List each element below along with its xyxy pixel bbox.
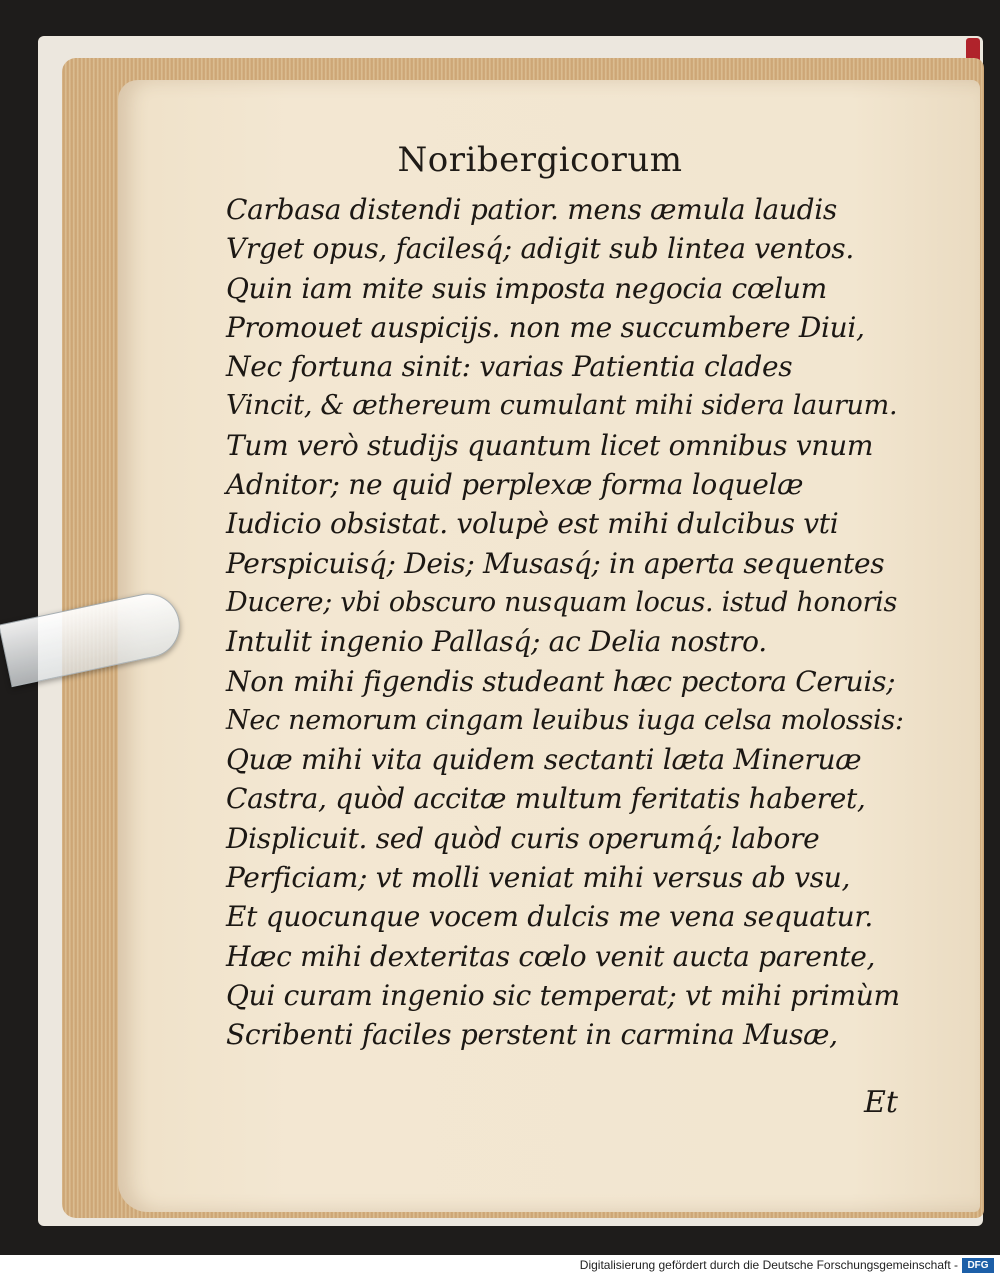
verse-line: Castra, quòd accitæ multum feritatis haberet, <box>226 782 866 816</box>
verse-line: Iudicio obsistat. volupè est mihi dulcibus vti <box>226 507 839 541</box>
catchword: Et <box>864 1085 898 1120</box>
verse-line: Et quocunque vocem dulcis me vena sequatur. <box>226 900 874 934</box>
verse-line: Quin iam mite suis imposta negocia cœlum <box>226 271 827 305</box>
credit-text: Digitalisierung gefördert durch die Deutsche Forschungsgemeinschaft - <box>579 1258 958 1272</box>
running-head: Noribergicorum <box>397 140 683 180</box>
verse-line: Intulit ingenio Pallasq́; ac Delia nostro. <box>226 625 767 659</box>
verse-line: Perficiam; vt molli veniat mihi versus ab vsu, <box>226 861 851 895</box>
verse-line: Displicuit. sed quòd curis operumq́; labore <box>226 821 820 855</box>
verse-line: Qui curam ingenio sic temperat; vt mihi primùm <box>226 978 900 1012</box>
verse-line: Quæ mihi vita quidem sectanti læta Mineruæ <box>226 743 862 777</box>
verse-line: Perspicuisq́; Deis; Musasq́; in aperta sequentes <box>226 546 885 580</box>
dfg-logo: DFG <box>962 1258 994 1273</box>
left-page-edge-mark <box>32 455 52 485</box>
verse-line: Vincit, & æthereum cumulant mihi sidera laurum. <box>226 390 898 422</box>
verse-line: Tum verò studijs quantum licet omnibus vnum <box>226 428 874 462</box>
verse-line: Non mihi figendis studeant hæc pectora Ceruis; <box>226 664 896 698</box>
left-page-edge-fragment <box>36 96 56 156</box>
verse-line: Ducere; vbi obscuro nusquam locus. istud honoris <box>226 586 898 618</box>
verse-line: Nec fortuna sinit: varias Patientia clades <box>226 350 793 384</box>
verse-text <box>226 190 906 1090</box>
verse-line: Nec nemorum cingam leuibus iuga celsa molossis: <box>226 704 904 736</box>
verse-line: Adnitor; ne quid perplexæ forma loquelæ <box>226 468 804 502</box>
verse-line: Hæc mihi dexteritas cœlo venit aucta parente, <box>226 939 876 973</box>
verse-line: Carbasa distendi patior. mens æmula laudis <box>226 193 837 226</box>
verse-line: Promouet auspicijs. non me succumbere Diui, <box>226 310 865 344</box>
verse-line: Vrget opus, facilesq́; adigit sub lintea ventos. <box>226 232 854 266</box>
verse-line: Scribenti faciles perstent in carmina Musæ, <box>226 1018 838 1052</box>
credit-bar <box>0 1255 1000 1277</box>
